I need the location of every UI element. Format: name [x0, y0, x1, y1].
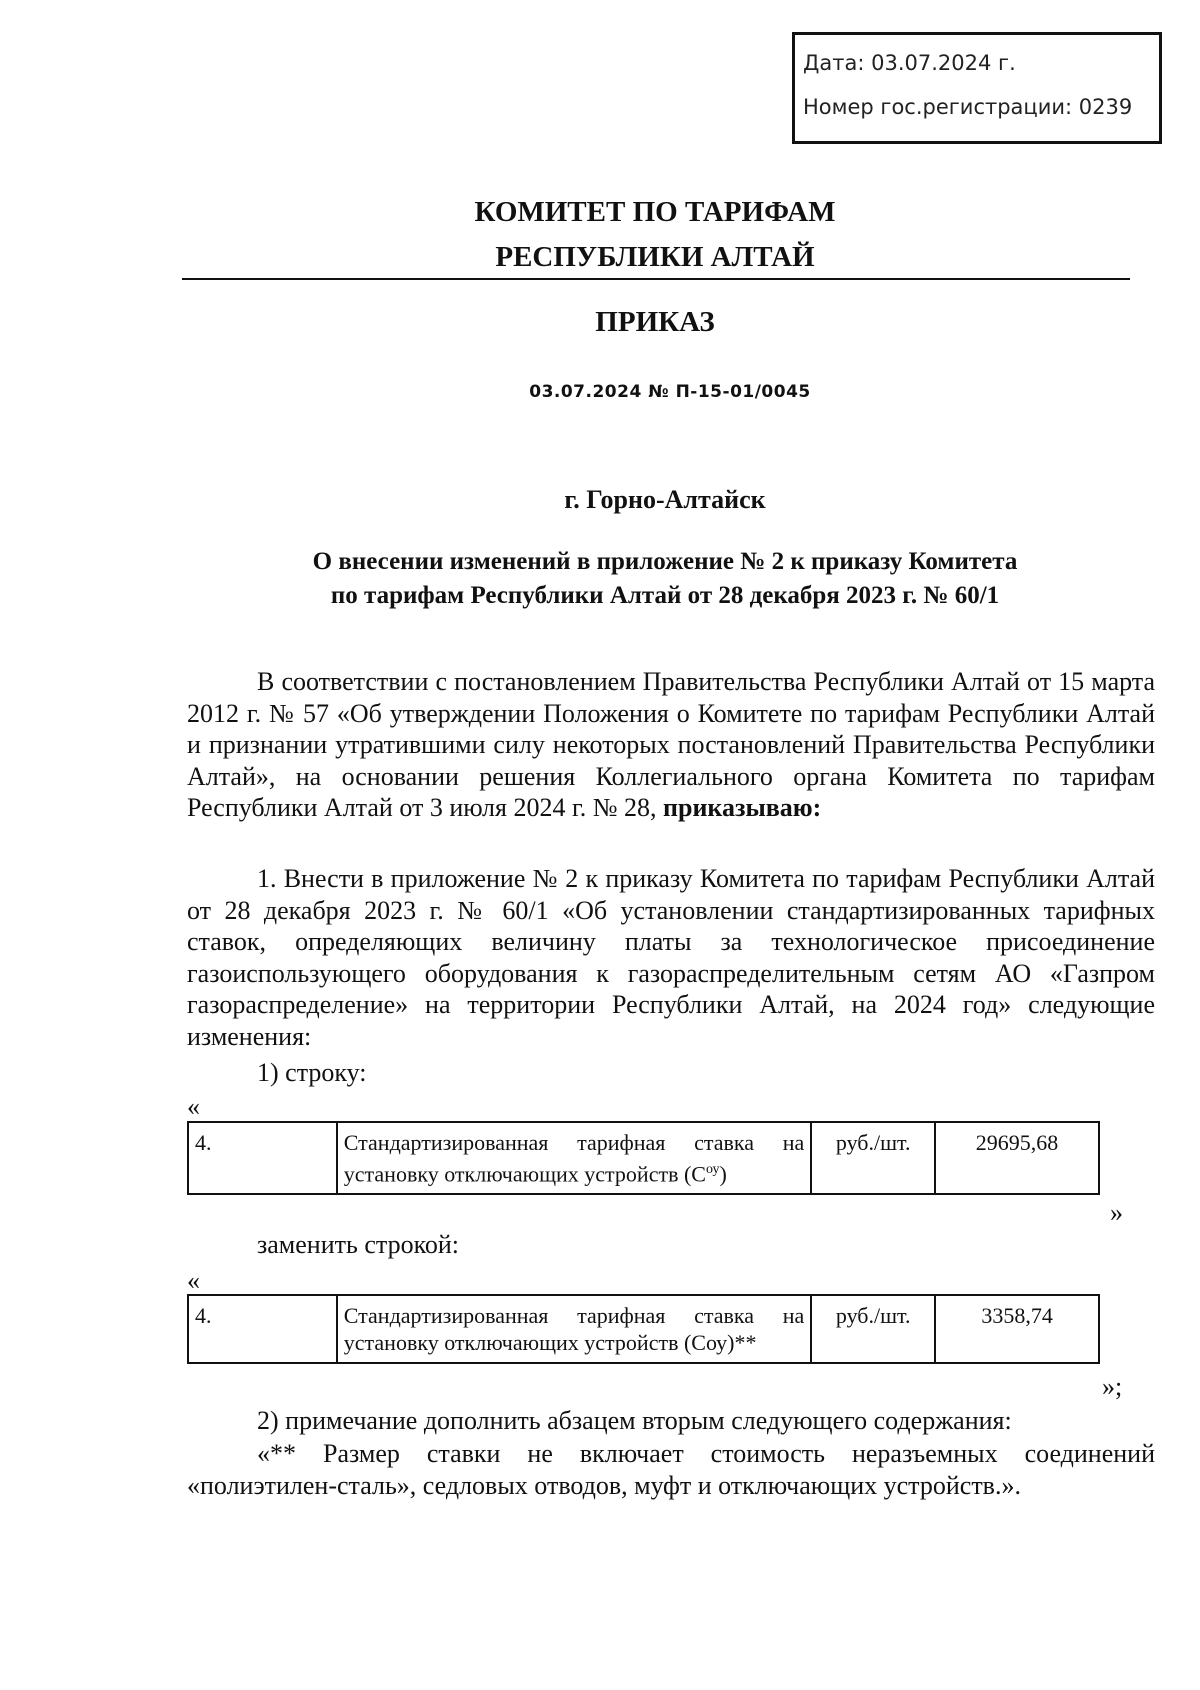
- close-quote-2: »;: [1102, 1372, 1123, 1401]
- replace-with: заменить строкой:: [257, 1230, 460, 1259]
- row-value: 29695,68: [935, 1122, 1099, 1194]
- table-row: [188, 1295, 1099, 1363]
- row-unit: руб./шт.: [811, 1122, 935, 1194]
- open-quote-2: «: [187, 1266, 200, 1295]
- registration-number: Номер гос.регистрации: 0239: [803, 95, 1133, 119]
- row-unit: руб./шт.: [811, 1295, 935, 1363]
- registration-date: Дата: 03.07.2024 г.: [803, 51, 1016, 75]
- note-paragraph: «** Размер ставки не включает стоимость неразъемных соединений «полиэтилен-сталь», седловых отводов, муфт и отключающих устройств.».: [187, 1439, 1155, 1500]
- document-title-line1: О внесении изменений в приложение № 2 к приказу Комитета: [312, 548, 1018, 575]
- document-title-line2: по тарифам Республики Алтай от 28 декабря 2023 г. № 60/1: [330, 582, 1000, 609]
- new-row-table: [187, 1294, 1100, 1364]
- item-1-paragraph: 1. Внести в приложение № 2 к приказу Комитета по тарифам Республики Алтай от 28 декабря 2023 г. № 60/1 «Об установлении стандартизированных тарифных ставок, определяющих величину платы за технологическое присоединение газоиспользующего оборудования к газораспределительным сетям АО «Газпром газораспределение» на территории Республики Алтай, на 2024 год» следующие изменения:: [187, 864, 1155, 1051]
- registration-stamp: [792, 32, 1162, 144]
- row-value: 3358,74: [935, 1295, 1099, 1363]
- row-description: Стандартизированная тарифная ставка на установку отключающих устройств $(С^{оу})$: [337, 1122, 811, 1194]
- org-name-line2: РЕСПУБЛИКИ АЛТАЙ: [495, 241, 815, 273]
- document-number: 03.07.2024 № П-15-01/0045: [529, 382, 811, 402]
- org-name-line1: КОМИТЕТ ПО ТАРИФАМ: [474, 196, 836, 228]
- document-type: ПРИКАЗ: [595, 306, 715, 338]
- city: г. Горно-Алтайск: [564, 485, 766, 514]
- sub-item-1: 1) строку:: [257, 1058, 367, 1087]
- sub-item-2: 2) примечание дополнить абзацем вторым следующего содержания:: [257, 1406, 1012, 1435]
- row-number: 4.: [188, 1122, 337, 1194]
- preamble-paragraph: В соответствии с постановлением Правительства Республики Алтай от 15 марта 2012 г. № 57 «Об утверждении Положения о Комитете по тарифам Республики Алтай и признании утратившими силу некоторых постановлений Правительства Республики Алтай», на основании решения Коллегиального органа Комитета по тарифам Республики Алтай от 3 июля 2024 г. № 28, приказываю:: [187, 667, 1155, 823]
- table-row: [188, 1122, 1099, 1194]
- header-divider: [182, 278, 1130, 280]
- close-quote-1: »: [1110, 1198, 1123, 1227]
- row-description: Стандартизированная тарифная ставка на установку отключающих устройств (Соу)**: [337, 1295, 812, 1363]
- row-number: 4.: [188, 1295, 337, 1363]
- old-row-table: [187, 1121, 1100, 1195]
- order-word: приказываю:: [663, 793, 822, 823]
- open-quote-1: «: [187, 1092, 200, 1121]
